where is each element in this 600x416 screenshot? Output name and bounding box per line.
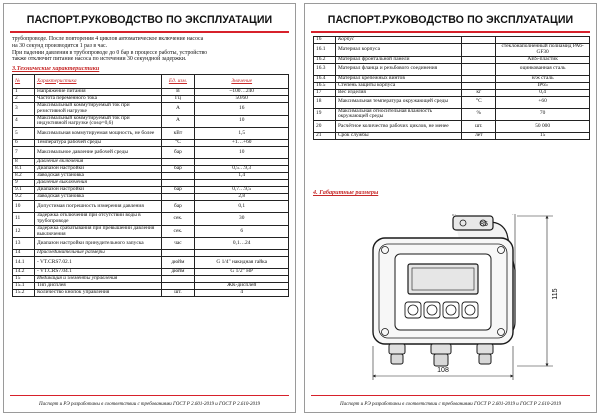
row-unit: [462, 56, 496, 63]
row-value: ЖК-дисплей: [195, 283, 289, 290]
row-value: 10: [195, 147, 289, 159]
row-number: 6: [13, 140, 35, 147]
row-number: 3: [13, 103, 35, 116]
row-unit: [462, 75, 496, 82]
row-unit: кВт: [161, 128, 195, 140]
row-value: 70: [496, 108, 590, 121]
row-unit: шт.: [161, 290, 195, 297]
row-characteristic: Материал корпуса: [335, 44, 461, 57]
row-unit: час: [161, 238, 195, 250]
row-unit: А: [161, 115, 195, 128]
row-characteristic: Максимальный коммутируемый ток при резистивной нагрузке: [34, 103, 161, 116]
row-characteristic: Заводская установка: [34, 194, 161, 201]
row-number: 16.1: [314, 44, 336, 57]
row-number: 16.2: [314, 56, 336, 63]
table-row: [314, 44, 590, 57]
row-characteristic: Максимальная относительная влажность окружающей среды: [335, 108, 461, 121]
row-unit: [161, 250, 195, 257]
header-cell: Ед. изм.: [161, 75, 195, 89]
row-characteristic: Температура рабочей среды: [34, 140, 161, 147]
row-number: 21: [314, 133, 336, 140]
table-header-row: [13, 75, 289, 89]
table-row: [13, 103, 289, 116]
table-row: [13, 201, 289, 213]
row-number: 11: [13, 213, 35, 226]
row-characteristic: Давление включения: [34, 159, 161, 166]
table-row: [314, 133, 590, 140]
row-characteristic: Максимальная коммутируемая мощность, не более: [34, 128, 161, 140]
dimension-drawing: [313, 214, 588, 384]
row-unit: °С: [462, 96, 496, 108]
row-characteristic: - VT.CRS7.04.1: [34, 269, 161, 276]
table-row: [13, 140, 289, 147]
row-number: 14.2: [13, 269, 35, 276]
row-unit: [462, 63, 496, 75]
row-value: оцинкованная сталь: [496, 63, 590, 75]
dimension-label-bottom: 108: [437, 367, 449, 374]
row-unit: дюйм: [161, 269, 195, 276]
row-value: 30: [195, 213, 289, 226]
row-value: +60: [496, 96, 590, 108]
row-number: 9.2: [13, 194, 35, 201]
table-row: [13, 128, 289, 140]
row-unit: сек.: [161, 225, 195, 238]
table-row: [13, 213, 289, 226]
row-number: 15.1: [13, 283, 35, 290]
table-row: [314, 89, 590, 96]
row-characteristic: Задержка отключения при отсутствии воды в трубопроводе: [34, 213, 161, 226]
row-characteristic: Заводская установка: [34, 173, 161, 180]
row-value: ~100…240: [195, 89, 289, 96]
row-unit: [462, 44, 496, 57]
table-row: [314, 96, 590, 108]
row-characteristic: Материал фланца и резьбового соединения: [335, 63, 461, 75]
display-window: [408, 264, 478, 294]
row-characteristic: Количество кнопок управления: [34, 290, 161, 297]
footer-text: Паспорт и РЭ разработаны в соответствии с требованиями ГОСТ Р 2.601-2019 и ГОСТ Р 2.610-2019: [39, 402, 260, 407]
row-characteristic: Давление выключения: [34, 180, 161, 187]
row-number: 8.2: [13, 173, 35, 180]
row-number: 1: [13, 89, 35, 96]
table-row: [13, 250, 289, 257]
left-page: [3, 3, 296, 413]
row-unit: бар: [161, 187, 195, 194]
dimension-label-top: 85: [480, 221, 488, 228]
dimension-label-side: 115: [552, 288, 559, 300]
row-number: 12: [13, 225, 35, 238]
row-unit: бар: [161, 201, 195, 213]
row-number: 16.3: [314, 63, 336, 75]
row-value: стеклонаполненный полиамид PA6-GF30: [496, 44, 590, 57]
row-value: н/ж сталь: [496, 75, 590, 82]
specs-table-continued: [313, 36, 590, 140]
table-row: [13, 147, 289, 159]
table-row: [13, 115, 289, 128]
header-cell: Значение: [195, 75, 289, 89]
row-characteristic: Расчётное количество рабочих циклов, не менее: [335, 121, 461, 133]
row-number: 2: [13, 96, 35, 103]
row-characteristic: Диапазон настройки принудительного запуска: [34, 238, 161, 250]
intro-line: на 30 секунд производится 1 раз в час.: [12, 42, 108, 49]
row-unit: %: [462, 108, 496, 121]
row-unit: Гц: [161, 96, 195, 103]
device-body: [373, 216, 515, 366]
row-characteristic: Диапазон настройки: [34, 166, 161, 173]
intro-line: При падении давления в трубопроводе до 0 бар в процессе работы, устройство: [12, 49, 208, 56]
table-row: [13, 257, 289, 269]
table-row: [314, 63, 590, 75]
row-value: 4: [195, 290, 289, 297]
row-number: 16.5: [314, 82, 336, 89]
row-value: 15: [496, 133, 590, 140]
intro-line: трубопроводе. После повторения 4 циклов автоматическое включение насоса: [12, 36, 204, 42]
row-value: 6: [195, 225, 289, 238]
row-characteristic: Вес изделия: [335, 89, 461, 96]
row-characteristic: Индикация и элементы управления: [34, 276, 161, 283]
page-title: ПАСПОРТ.РУКОВОДСТВО ПО ЭКСПЛУАТАЦИИ: [26, 14, 273, 26]
row-number: 13: [13, 238, 35, 250]
right-page: [304, 3, 597, 413]
row-number: 16.4: [314, 75, 336, 82]
row-unit: шт.: [462, 121, 496, 133]
row-value: IP65: [496, 82, 590, 89]
row-characteristic: Степень защиты корпуса: [335, 82, 461, 89]
table-row: [314, 121, 590, 133]
row-unit: [161, 194, 195, 201]
row-value: 50/60: [195, 96, 289, 103]
table-row: [13, 225, 289, 238]
row-value: 0,4: [496, 89, 590, 96]
footer-text: Паспорт и РЭ разработаны в соответствии с требованиями ГОСТ Р 2.601-2019 и ГОСТ Р 2.610-2019: [340, 402, 561, 407]
row-unit: дюйм: [161, 257, 195, 269]
row-characteristic: Частота переменного тока: [34, 96, 161, 103]
row-number: 19: [314, 108, 336, 121]
row-value: 50 000: [496, 121, 590, 133]
row-characteristic: Диапазон настройки: [34, 187, 161, 194]
row-characteristic: Максимальное давление рабочей среды: [34, 147, 161, 159]
row-characteristic: Напряжение питания: [34, 89, 161, 96]
row-number: 14.1: [13, 257, 35, 269]
row-number: 15: [13, 276, 35, 283]
row-characteristic: Допустимая погрешность измерения давления: [34, 201, 161, 213]
row-unit: В: [161, 89, 195, 96]
row-number: 8.1: [13, 166, 35, 173]
row-number: 7: [13, 147, 35, 159]
section-title: 4. Габаритные размеры: [313, 189, 379, 196]
row-number: 9.1: [13, 187, 35, 194]
row-value: G 1/4" накидная гайка: [195, 257, 289, 269]
intro-text: [12, 36, 287, 63]
row-characteristic: Максимальный коммутируемый ток при индуктивной нагрузке (cosφ=0,6): [34, 115, 161, 128]
row-characteristic: - VT.CRS7.02.1: [34, 257, 161, 269]
table-row: [13, 194, 289, 201]
row-unit: [161, 173, 195, 180]
row-number: 17: [314, 89, 336, 96]
table-row: [314, 108, 590, 121]
row-value: 2,8: [195, 194, 289, 201]
page-title: ПАСПОРТ.РУКОВОДСТВО ПО ЭКСПЛУАТАЦИИ: [327, 14, 574, 26]
row-unit: °С: [161, 140, 195, 147]
row-value: 0,7…9,5: [195, 187, 289, 194]
row-characteristic: Задержка срабатывания при превышении давления выключения: [34, 225, 161, 238]
section-title: 3.Технические характеристики: [12, 65, 100, 72]
row-characteristic: Материал фронтальной панели: [335, 56, 461, 63]
row-unit: сек.: [161, 213, 195, 226]
intro-line: также отключит питание насоса по истечении 30 секундной задержки.: [12, 56, 187, 63]
row-value: G 1/2" НР: [195, 269, 289, 276]
row-unit: кг: [462, 89, 496, 96]
specs-table: [12, 74, 289, 297]
row-unit: [161, 276, 195, 283]
row-characteristic: Максимальная температура окружающей среды: [335, 96, 461, 108]
row-value: [195, 250, 289, 257]
row-characteristic: Присоединительные размеры: [34, 250, 161, 257]
row-number: 10: [13, 201, 35, 213]
row-value: 0,5…9,3: [195, 166, 289, 173]
row-value: 16: [195, 103, 289, 116]
row-unit: [462, 37, 496, 44]
header-divider: [10, 31, 289, 33]
row-unit: бар: [161, 147, 195, 159]
row-number: 8: [13, 159, 35, 166]
footer-divider: [311, 395, 590, 396]
row-number: 18: [314, 96, 336, 108]
row-number: 5: [13, 128, 35, 140]
row-number: 20: [314, 121, 336, 133]
row-value: 0,1: [195, 201, 289, 213]
header-cell: Характеристика: [34, 75, 161, 89]
row-value: ABS-пластик: [496, 56, 590, 63]
row-number: 16: [314, 37, 336, 44]
row-characteristic: Срок службы: [335, 133, 461, 140]
footer-divider: [10, 395, 289, 396]
header-cell: №: [13, 75, 35, 89]
row-unit: лет: [462, 133, 496, 140]
row-characteristic: Материал крепёжных винтов: [335, 75, 461, 82]
row-unit: бар: [161, 166, 195, 173]
row-characteristic: Корпус: [335, 37, 461, 44]
row-number: 9: [13, 180, 35, 187]
row-value: 1,5: [195, 128, 289, 140]
row-number: 4: [13, 115, 35, 128]
row-value: 0,1…24: [195, 238, 289, 250]
row-number: 14: [13, 250, 35, 257]
table-row: [13, 290, 289, 297]
header-divider: [311, 31, 590, 33]
row-characteristic: Тип дисплея: [34, 283, 161, 290]
row-number: 15.2: [13, 290, 35, 297]
row-value: 10: [195, 115, 289, 128]
row-value: 1,4: [195, 173, 289, 180]
table-row: [314, 56, 590, 63]
row-unit: А: [161, 103, 195, 116]
row-value: +1…+60: [195, 140, 289, 147]
